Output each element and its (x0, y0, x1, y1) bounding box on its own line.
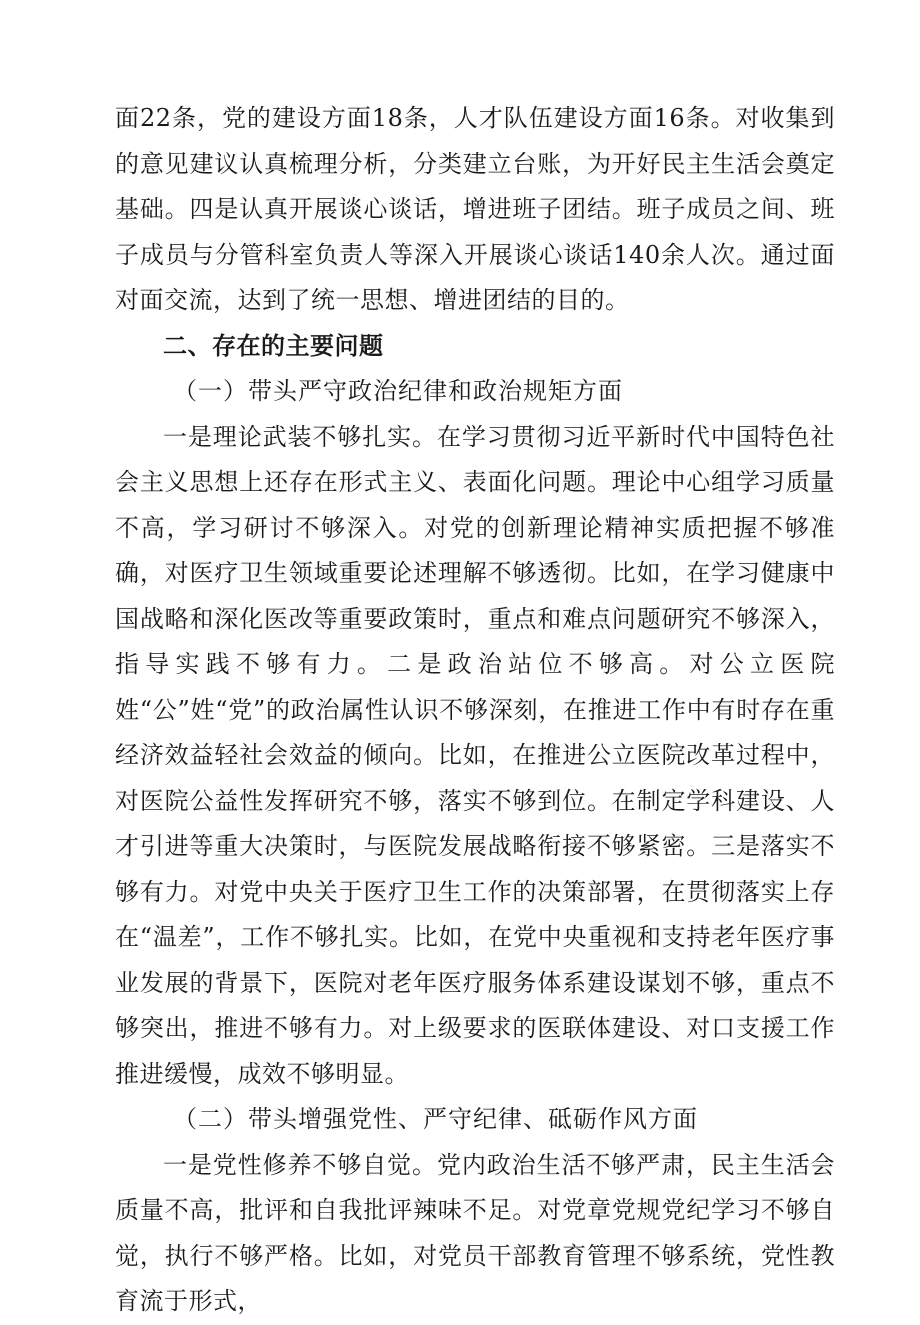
intro-paragraph: 面22条，党的建设方面18条，人才队伍建设方面16条。对收集到的意见建议认真梳理分析，分类建立台账，为开好民主生活会奠定基础。四是认真开展谈心谈话，增进班子团结。班子成员之间、班子成员与分管科室负责人等深入开展谈心谈话140余人次。通过面对面交流，达到了统一思想、增进团结的目的。 (115, 104, 835, 314)
subsection-1-body: 一是理论武装不够扎实。在学习贯彻习近平新时代中国特色社会主义思想上还存在形式主义、表面化问题。理论中心组学习质量不高，学习研讨不够深入。对党的创新理论精神实质把握不够准确，对医疗卫生领域重要论述理解不够透彻。比如，在学习健康中国战略和深化医改等重要政策时，重点和难点问题研究不够深入，指导实践不够有力。二是政治站位不够高。对公立医院姓“公”姓“党”的政治属性认识不够深刻，在推进工作中有时存在重经济效益轻社会效益的倾向。比如，在推进公立医院改革过程中，对医院公益性发挥研究不够，落实不够到位。在制定学科建设、人才引进等重大决策时，与医院发展战略衔接不够紧密。三是落实不够有力。对党中央关于医疗卫生工作的决策部署，在贯彻落实上存在“温差”，工作不够扎实。比如，在党中央重视和支持老年医疗事业发展的背景下，医院对老年医疗服务体系建设谋划不够，重点不够突出，推进不够有力。对上级要求的医联体建设、对口支援工作推进缓慢，成效不够明显。 (115, 422, 835, 1088)
subsection-1-heading: （一）带头严守政治纪律和政治规矩方面 (173, 377, 623, 405)
document-body (115, 96, 835, 1325)
subsection-2-body: 一是党性修养不够自觉。党内政治生活不够严肃，民主生活会质量不高，批评和自我批评辣味不足。对党章党规党纪学习不够自觉，执行不够严格。比如，对党员干部教育管理不够系统，党性教育流于形式， (115, 1150, 835, 1315)
section-heading: 二、存在的主要问题 (163, 331, 384, 360)
subsection-2-heading: （二）带头增强党性、严守纪律、砥砺作风方面 (173, 1105, 698, 1133)
